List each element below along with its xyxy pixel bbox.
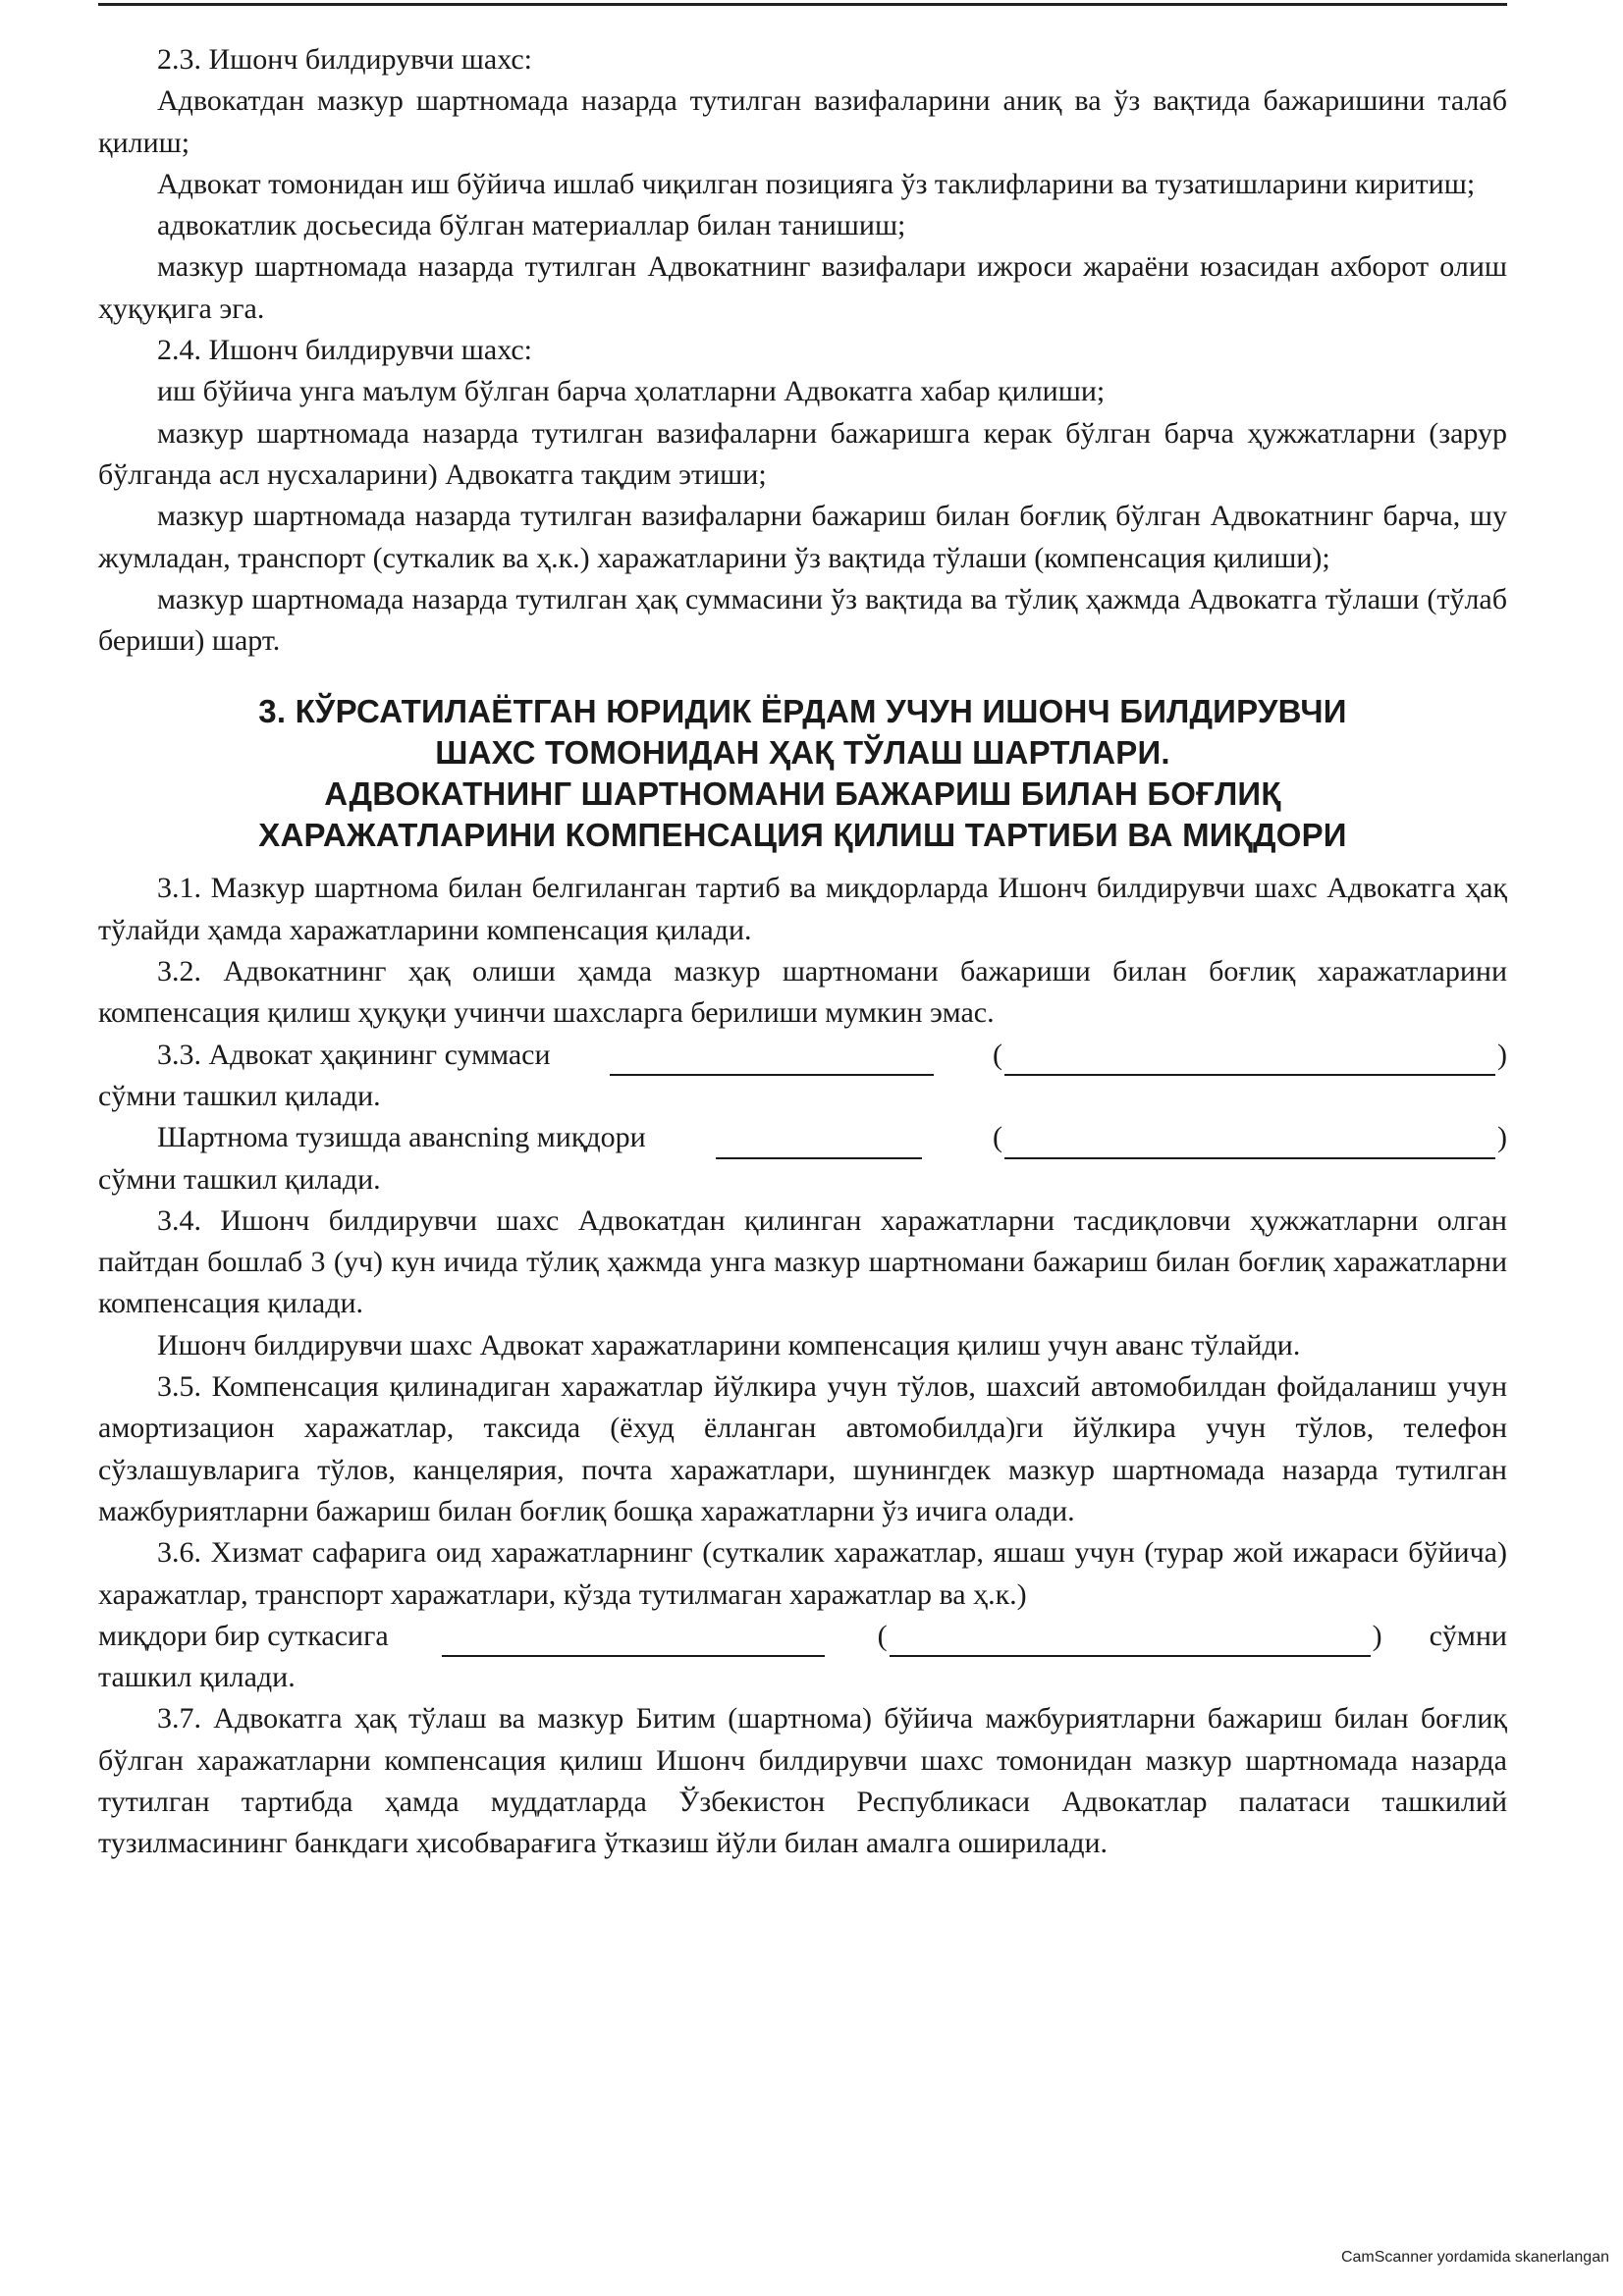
- heading-line: ХАРАЖАТЛАРИНИ КОМПЕНСАЦИЯ ҚИЛИШ ТАРТИБИ ВА МИҚДОРИ: [258, 817, 1347, 854]
- close-paren: ): [1496, 1038, 1507, 1071]
- clause-3-2: 3.2. Адвокатнинг ҳақ олиши ҳамда мазкур шартномани бажариши билан боғлиқ харажатларини компенсация қилиш ҳуқуқи учинчи шахсларга берилиши мумкин эмас.: [98, 955, 1507, 1030]
- close-paren: ): [1372, 1619, 1382, 1652]
- clause-3-7: 3.7. Адвокатга ҳақ тўлаш ва мазкур Битим (шартнома) бўйича мажбуриятларни бажариш билан боғлиқ бўлган харажатларни компенсация қилиш Ишонч билдирувчи шахс томонидан мазкур шартномада назарда тутилган тартибда ҳамда муддатларда Ўзбекистон Республикаси Адвокатлар палатаси ташкилий тузилмасининг банкдаги ҳисобварағига ўтказиш йўли билан амалга оширилади.: [98, 1702, 1507, 1860]
- advance-amount-tail: сўмни ташкил қилади.: [98, 1162, 381, 1196]
- scanner-watermark: CamScanner yordamida skanerlangan: [1340, 2249, 1609, 2266]
- section-3-heading: [98, 691, 1507, 856]
- daily-amount-unit: сўмни: [1429, 1619, 1507, 1652]
- heading-line: ШАХС ТОМОНИДАН ҲАҚ ТЎЛАШ ШАРТЛАРИ.: [435, 734, 1170, 772]
- clause-3-4-advance: Ишонч билдирувчи шахс Адвокат харажатларини компенсация қилиш учун аванс тўлайди.: [157, 1328, 1301, 1362]
- fee-words-blank[interactable]: [1004, 1044, 1495, 1076]
- heading-line: 3. КЎРСАТИЛАЁТГАН ЮРИДИК ЁРДАМ УЧУН ИШОНЧ БИЛДИРУВЧИ: [258, 693, 1347, 730]
- advance-words-blank[interactable]: [1004, 1128, 1495, 1159]
- clause-2-4-item: мазкур шартномада назарда тутилган вазифаларни бажариш билан боғлиқ бўлган Адвокатнинг барча, шу жумладан, транспорт (суткалик ва ҳ.к.) харажатларини ўз вақтида тўлаши (компенсация қилиши);: [98, 500, 1507, 574]
- advance-amount-label: Шартнома тузишда авансning миқдори: [157, 1121, 646, 1154]
- daily-words-blank[interactable]: [890, 1626, 1371, 1657]
- advance-words-group: [993, 1117, 1507, 1158]
- daily-amount-label: миқдори бир суткасига: [98, 1619, 389, 1652]
- clause-3-5: 3.5. Компенсация қилинадиган харажатлар йўлкира учун тўлов, шахсий автомобилдан фойдаланиш учун амортизацион харажатлар, таксида (ёхуд ёлланган автомобилда)ги йўлкира учун тўлов, телефон сўзлашувларига тўлов, канцелярия, почта харажатлари, шунингдек мазкур шартномада назарда тутилган мажбуриятларни бажариш билан боғлиқ бошқа харажатларни ўз ичига олади.: [98, 1370, 1507, 1527]
- advance-amount-blank[interactable]: [716, 1128, 922, 1159]
- top-rule: [98, 3, 1507, 6]
- heading-line: АДВОКАТНИНГ ШАРТНОМАНИ БАЖАРИШ БИЛАН БОҒЛИҚ: [324, 775, 1281, 813]
- fee-words-group: [993, 1035, 1507, 1076]
- clause-3-1: 3.1. Мазкур шартнома билан белгиланган тартиб ва миқдорларда Ишонч билдирувчи шахс Адвокатга ҳақ тўлайди ҳамда харажатларини компенсация қилади.: [98, 872, 1507, 946]
- daily-amount-row: [98, 1616, 1507, 1657]
- fee-amount-row: [98, 1035, 1507, 1076]
- clause-2-3-item: адвокатлик досьесида бўлган материаллар билан танишиш;: [157, 209, 906, 242]
- advance-amount-row: [98, 1117, 1507, 1158]
- daily-amount-blank[interactable]: [442, 1626, 825, 1657]
- clause-2-4-title: 2.4. Ишонч билдирувчи шахс:: [157, 334, 532, 367]
- fee-amount-blank[interactable]: [610, 1044, 934, 1076]
- clause-3-6: 3.6. Хизмат сафарига оид харажатларнинг (суткалик харажатлар, яшаш учун (турар жой ижараси бўйича) харажатлар, транспорт харажатлари, кўзда тутилмаган харажатлар ва ҳ.к.): [98, 1536, 1507, 1611]
- clause-2-3-title: 2.3. Ишонч билдирувчи шахс:: [157, 43, 532, 76]
- close-paren: ): [1497, 1121, 1507, 1154]
- clause-2-4-item: иш бўйича унга маълум бўлган барча ҳолатларни Адвокатга хабар қилиши;: [157, 375, 1106, 408]
- clause-2-4-item: мазкур шартномада назарда тутилган вазифаларни бажаришга керак бўлган барча ҳужжатларни (зарур бўлганда асл нусхаларини) Адвокатга тақдим этиши;: [98, 416, 1507, 491]
- document-content: [98, 39, 1507, 1865]
- clause-2-3-item: Адвокат томонидан иш бўйича ишлаб чиқилган позицияга ўз таклифларини ва тузатишларини киритиш;: [157, 167, 1476, 200]
- clause-2-4-item: мазкур шартномада назарда тутилган ҳақ суммасини ўз вақтида ва тўлиқ ҳажмда Адвокатга тўлаши (тўлаб бериши) шарт.: [98, 582, 1507, 658]
- fee-amount-tail: сўмни ташкил қилади.: [98, 1079, 381, 1112]
- fee-amount-label: 3.3. Адвокат ҳақининг суммаси: [157, 1038, 551, 1071]
- open-paren: (: [877, 1619, 888, 1652]
- clause-2-3-item: Адвокатдан мазкур шартномада назарда тутилган вазифаларини аниқ ва ўз вақтида бажаришини талаб қилиш;: [98, 84, 1507, 159]
- open-paren: (: [992, 1038, 1002, 1071]
- clause-3-4: 3.4. Ишонч билдирувчи шахс Адвокатдан қилинган харажатларни тасдиқловчи ҳужжатларни олган пайтдан бошлаб 3 (уч) кун ичида тўлиқ ҳажмда унга мазкур шартномани бажариш билан боғлиқ харажатларни компенсация қилади.: [98, 1203, 1507, 1320]
- daily-words-group: [878, 1616, 1382, 1657]
- open-paren: (: [993, 1121, 1002, 1154]
- clause-2-3-item: мазкур шартномада назарда тутилган Адвокатнинг вазифалари ижроси жараёни юзасидан ахборот олиш ҳуқуқига эга.: [98, 250, 1507, 325]
- daily-amount-tail: ташкил қилади.: [98, 1661, 296, 1694]
